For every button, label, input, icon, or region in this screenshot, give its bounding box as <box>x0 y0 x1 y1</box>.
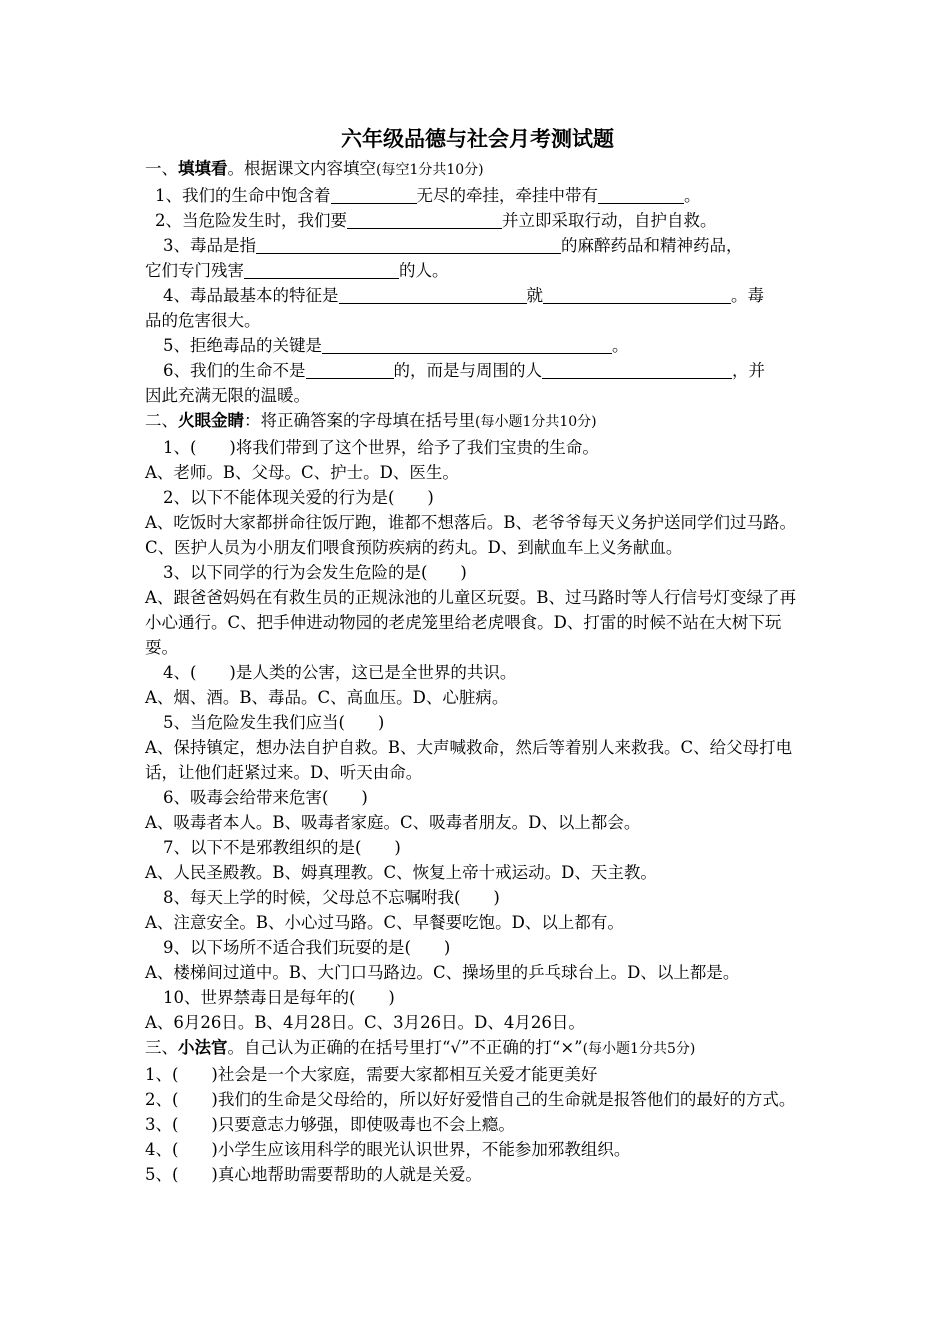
s1-question-4-cont: 品的危害很大。 <box>145 311 261 330</box>
answer-blank[interactable] <box>598 185 684 204</box>
s2-question: 7、以下不是邪教组织的是( ) <box>163 838 401 857</box>
s2-question: 10、世界禁毒日是每年的( ) <box>163 988 395 1007</box>
s2-options: A、注意安全。B、小心过马路。C、早餐要吃饱。D、以上都有。 <box>145 913 624 932</box>
s1-question-3: 3、毒品是指 的麻醉药品和精神药品， <box>163 236 743 255</box>
s2-options: A、保持镇定，想办法自护自救。B、大声喊救命，然后等着别人来救我。C、给父母打电话，让他们赶紧过来。D、听天由命。 <box>145 738 793 782</box>
section-2-heading: 二、火眼金睛：将正确答案的字母填在括号里(每小题1分共10分) <box>145 411 597 430</box>
s2-options: A、楼梯间过道中。B、大门口马路边。C、操场里的乒乓球台上。D、以上都是。 <box>145 963 740 982</box>
s2-question: 4、( )是人类的公害，这已是全世界的共识。 <box>163 663 517 682</box>
answer-blank[interactable] <box>339 285 527 304</box>
s3-statement: 2、( )我们的生命是父母给的，所以好好爱惜自己的生命就是报答他们的最好的方式。 <box>145 1090 796 1109</box>
answer-blank[interactable] <box>306 360 394 379</box>
s1-question-3-cont: 它们专门残害 的人。 <box>145 261 449 280</box>
s2-options: A、跟爸爸妈妈在有救生员的正规泳池的儿童区玩耍。B、过马路时等人行信号灯变绿了再小心通行。C、把手伸进动物园的老虎笼里给老虎喂食。D、打雷的时候不站在大树下玩耍。 <box>145 588 797 657</box>
s2-question: 8、每天上学的时候，父母总不忘嘱咐我( ) <box>163 888 500 907</box>
s2-question: 5、当危险发生我们应当( ) <box>163 713 385 732</box>
s3-statement: 4、( )小学生应该用科学的眼光认识世界，不能参加邪教组织。 <box>145 1140 631 1159</box>
answer-blank[interactable] <box>347 210 502 229</box>
s2-options: A、烟、酒。B、毒品。C、高血压。D、心脏病。 <box>145 688 509 707</box>
s1-question-1: 1、我们的生命中饱含着 无尽的牵挂，牵挂中带有 。 <box>155 186 701 205</box>
s2-question: 3、以下同学的行为会发生危险的是( ) <box>163 563 467 582</box>
page-title: 六年级品德与社会月考测试题 <box>341 126 614 151</box>
s1-question-4: 4、毒品最基本的特征是 就 。毒 <box>163 286 764 305</box>
s1-question-6: 6、我们的生命不是 的，而是与周围的人 ，并 <box>163 361 765 380</box>
s2-options: A、老师。B、父母。C、护士。D、医生。 <box>145 463 459 482</box>
s3-statement: 3、( )只要意志力够强，即使吸毒也不会上瘾。 <box>145 1115 515 1134</box>
s3-statement: 1、( )社会是一个大家庭，需要大家都相互关爱才能更美好 <box>145 1065 598 1084</box>
answer-blank[interactable] <box>256 235 561 254</box>
answer-blank[interactable] <box>322 335 612 354</box>
exam-page <box>145 122 810 1187</box>
s2-question: 6、吸毒会给带来危害( ) <box>163 788 368 807</box>
s2-question: 9、以下场所不适合我们玩耍的是( ) <box>163 938 451 957</box>
s2-options: A、人民圣殿教。B、姆真理教。C、恢复上帝十戒运动。D、天主教。 <box>145 863 657 882</box>
section-3-heading: 三、小法官。自己认为正确的在括号里打“√”不正确的打“×”(每小题1分共5分) <box>145 1038 696 1057</box>
s2-options: A、吸毒者本人。B、吸毒者家庭。C、吸毒者朋友。D、以上都会。 <box>145 813 641 832</box>
s2-options: A、吃饭时大家都拼命往饭厅跑，谁都不想落后。B、老爷爷每天义务护送同学们过马路。C、医护人员为小朋友们喂食预防疾病的药丸。D、到献血车上义务献血。 <box>145 513 797 557</box>
s1-question-6-cont: 因此充满无限的温暖。 <box>145 386 310 405</box>
s1-question-2: 2、当危险发生时，我们要 并立即采取行动，自护自救。 <box>155 211 717 230</box>
s2-question: 2、以下不能体现关爱的行为是( ) <box>163 488 434 507</box>
answer-blank[interactable] <box>542 360 732 379</box>
s3-statement: 5、( )真心地帮助需要帮助的人就是关爱。 <box>145 1165 482 1184</box>
answer-blank[interactable] <box>543 285 731 304</box>
answer-blank[interactable] <box>331 185 417 204</box>
answer-blank[interactable] <box>244 260 399 279</box>
s1-question-5: 5、拒绝毒品的关键是 。 <box>163 336 629 355</box>
s2-question: 1、( )将我们带到了这个世界，给予了我们宝贵的生命。 <box>163 438 599 457</box>
section-1-heading: 一、填填看。根据课文内容填空(每空1分共10分) <box>145 159 484 178</box>
s2-options: A、6月26日。B、4月28日。C、3月26日。D、4月26日。 <box>145 1013 585 1032</box>
